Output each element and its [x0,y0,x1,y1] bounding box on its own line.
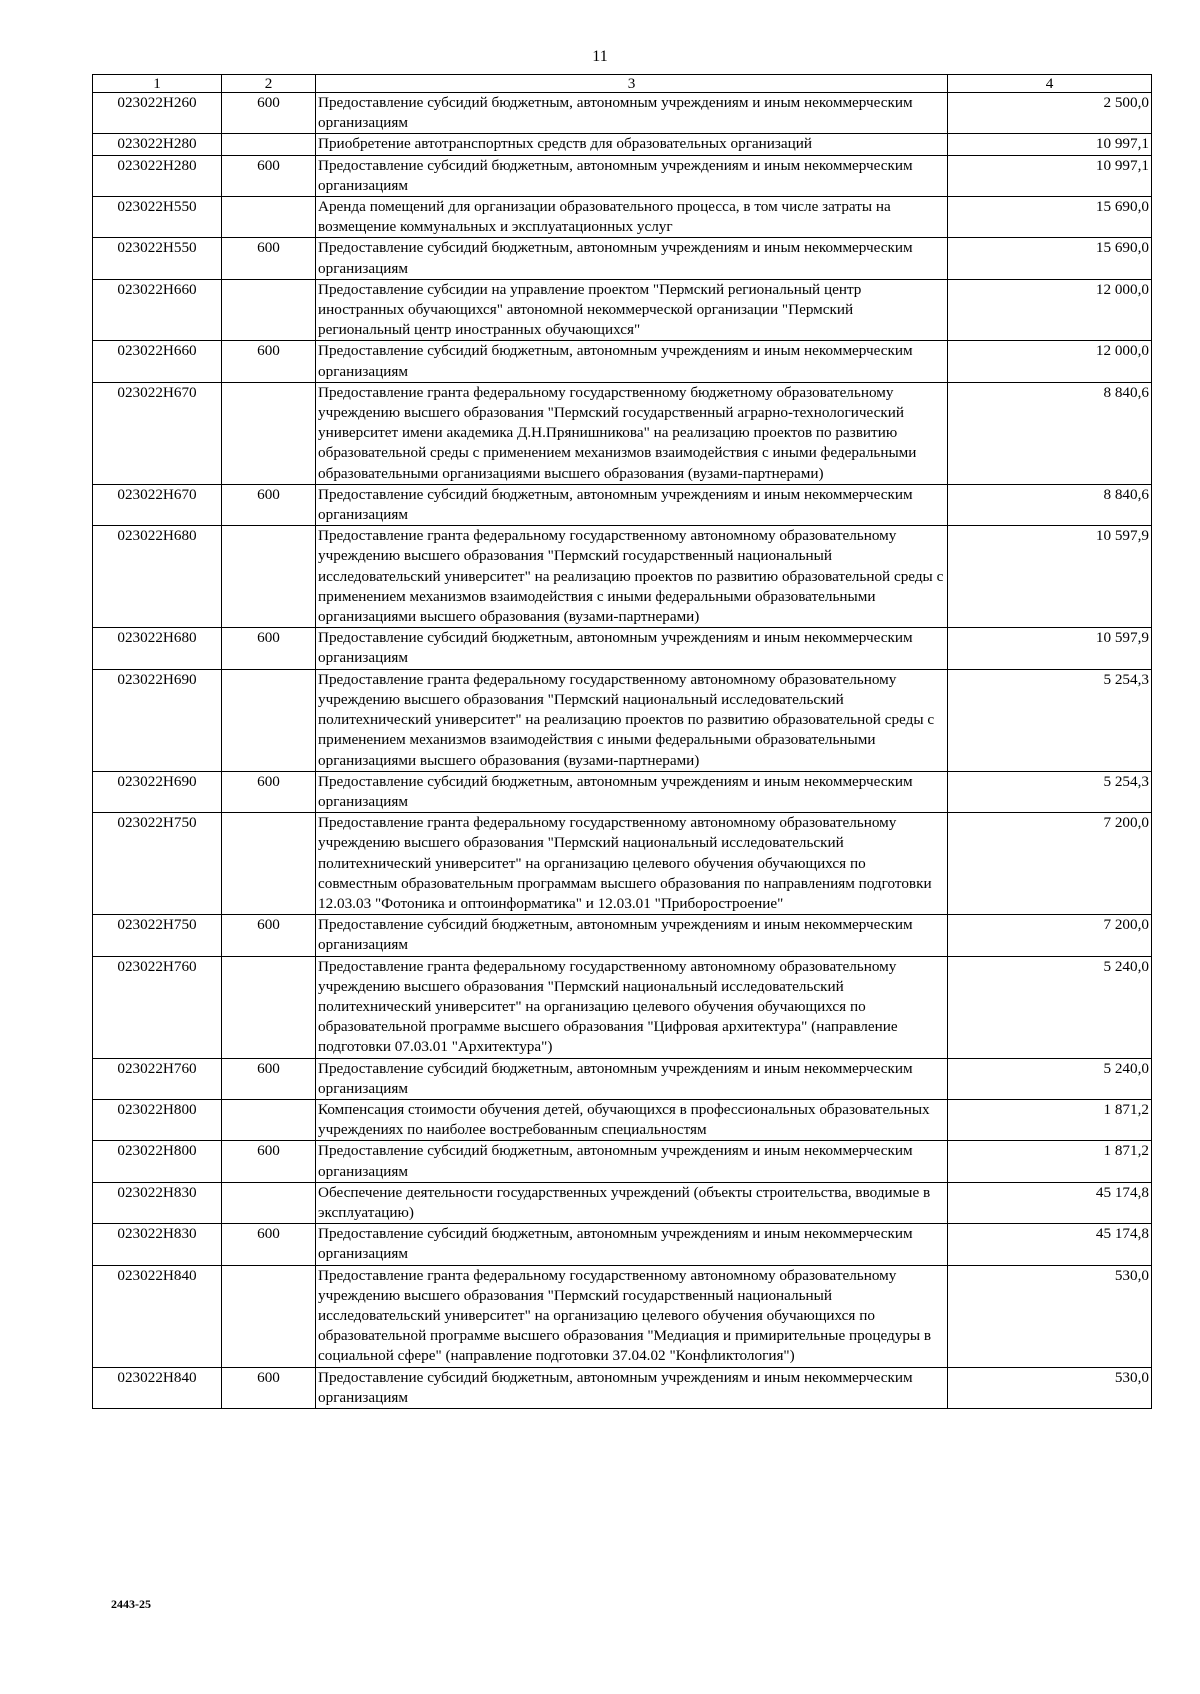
row-expense-type: 600 [222,1058,316,1099]
row-code: 023022Н830 [93,1224,222,1265]
row-expense-type [222,382,316,484]
row-amount: 8 840,6 [948,484,1152,525]
table-row [93,1182,1152,1223]
row-code: 023022Н260 [93,93,222,134]
row-code: 023022Н280 [93,155,222,196]
document-code: 2443-25 [111,1597,151,1611]
row-description: Предоставление субсидий бюджетным, автономным учреждениям и иным некоммерческим организациям [316,155,948,196]
row-expense-type [222,813,316,915]
row-amount: 530,0 [948,1367,1152,1408]
row-description: Предоставление субсидий бюджетным, автономным учреждениям и иным некоммерческим организациям [316,341,948,382]
table-row [93,915,1152,956]
row-description: Предоставление субсидий бюджетным, автономным учреждениям и иным некоммерческим организациям [316,93,948,134]
row-expense-type [222,1099,316,1140]
row-code: 023022Н660 [93,341,222,382]
table-row [93,134,1152,155]
row-expense-type: 600 [222,341,316,382]
column-header-3: 3 [316,75,948,93]
row-amount: 10 597,9 [948,526,1152,628]
row-description: Предоставление гранта федеральному государственному автономному образовательному учреждению высшего образования "Пермский государственный национальный исследовательский университет" на организацию целевого обучения обучающихся по образовательной программе высшего образования "Медиация и примирительные процедуры в социальной сфере" (направление подготовки 37.04.02 "Конфликтология") [316,1265,948,1367]
table-row [93,1058,1152,1099]
row-description: Предоставление субсидий бюджетным, автономным учреждениям и иным некоммерческим организациям [316,484,948,525]
row-expense-type [222,669,316,771]
table-row [93,279,1152,341]
row-amount: 12 000,0 [948,341,1152,382]
row-code: 023022Н550 [93,238,222,279]
row-description: Компенсация стоимости обучения детей, обучающихся в профессиональных образовательных учреждениях по наиболее востребованным специальностям [316,1099,948,1140]
table-row [93,813,1152,915]
row-code: 023022Н750 [93,915,222,956]
row-amount: 5 254,3 [948,669,1152,771]
row-amount: 1 871,2 [948,1099,1152,1140]
row-expense-type: 600 [222,771,316,812]
row-description: Предоставление гранта федеральному государственному автономному образовательному учреждению высшего образования "Пермский национальный исследовательский политехнический университет" на организацию целевого обучения обучающихся по образовательной программе высшего образования "Цифровая архитектура" (направление подготовки 07.03.01 "Архитектура") [316,956,948,1058]
row-description: Предоставление гранта федеральному государственному автономному образовательному учреждению высшего образования "Пермский национальный исследовательский политехнический университет" на реализацию проектов по развитию образовательной среды с применением механизмов взаимодействия с иными федеральными образовательными организациями высшего образования (вузами-партнерами) [316,669,948,771]
row-code: 023022Н800 [93,1099,222,1140]
column-header-2: 2 [222,75,316,93]
row-description: Предоставление субсидии на управление проектом "Пермский региональный центр иностранных обучающихся" автономной некоммерческой организации "Пермский региональный центр иностранных обучающихся" [316,279,948,341]
row-code: 023022Н760 [93,956,222,1058]
table-row [93,771,1152,812]
row-amount: 45 174,8 [948,1182,1152,1223]
row-amount: 45 174,8 [948,1224,1152,1265]
row-expense-type [222,956,316,1058]
row-code: 023022Н690 [93,669,222,771]
row-amount: 8 840,6 [948,382,1152,484]
row-amount: 5 240,0 [948,1058,1152,1099]
row-description: Обеспечение деятельности государственных учреждений (объекты строительства, вводимые в эксплуатацию) [316,1182,948,1223]
row-amount: 10 997,1 [948,134,1152,155]
table-row [93,1141,1152,1182]
row-amount: 15 690,0 [948,197,1152,238]
row-description: Предоставление субсидий бюджетным, автономным учреждениям и иным некоммерческим организациям [316,1058,948,1099]
row-amount: 10 997,1 [948,155,1152,196]
row-expense-type: 600 [222,915,316,956]
row-code: 023022Н830 [93,1182,222,1223]
row-description: Предоставление субсидий бюджетным, автономным учреждениям и иным некоммерческим организациям [316,1367,948,1408]
table-row [93,197,1152,238]
table-row [93,1099,1152,1140]
table-row [93,1367,1152,1408]
row-code: 023022Н760 [93,1058,222,1099]
row-expense-type: 600 [222,628,316,669]
row-description: Предоставление гранта федеральному государственному автономному образовательному учреждению высшего образования "Пермский национальный исследовательский политехнический университет" на организацию целевого обучения обучающихся по совместным образовательным программам высшего образования по направлениям подготовки 12.03.03 "Фотоника и оптоинформатика" и 12.03.01 "Приборостроение" [316,813,948,915]
table-row [93,382,1152,484]
row-expense-type [222,134,316,155]
table-header-row [93,75,1152,93]
table-row [93,669,1152,771]
row-description: Предоставление субсидий бюджетным, автономным учреждениям и иным некоммерческим организациям [316,915,948,956]
row-expense-type: 600 [222,238,316,279]
row-amount: 12 000,0 [948,279,1152,341]
row-description: Предоставление субсидий бюджетным, автономным учреждениям и иным некоммерческим организациям [316,1141,948,1182]
row-expense-type: 600 [222,1367,316,1408]
row-code: 023022Н750 [93,813,222,915]
row-expense-type: 600 [222,484,316,525]
row-amount: 2 500,0 [948,93,1152,134]
column-header-1: 1 [93,75,222,93]
row-code: 023022Н840 [93,1265,222,1367]
row-description: Приобретение автотранспортных средств для образовательных организаций [316,134,948,155]
row-code: 023022Н690 [93,771,222,812]
row-code: 023022Н800 [93,1141,222,1182]
table-row [93,526,1152,628]
row-code: 023022Н550 [93,197,222,238]
budget-table [92,74,1152,1409]
row-expense-type [222,1265,316,1367]
row-description: Предоставление гранта федеральному государственному бюджетному образовательному учреждению высшего образования "Пермский государственный аграрно-технологический университет имени академика Д.Н.Прянишникова" на реализацию проектов по развитию образовательной среды с применением механизмов взаимодействия с иными федеральными образовательными организациями высшего образования (вузами-партнерами) [316,382,948,484]
table-row [93,1265,1152,1367]
row-amount: 5 240,0 [948,956,1152,1058]
row-expense-type: 600 [222,93,316,134]
row-code: 023022Н660 [93,279,222,341]
row-description: Предоставление субсидий бюджетным, автономным учреждениям и иным некоммерческим организациям [316,628,948,669]
row-expense-type [222,279,316,341]
row-description: Предоставление субсидий бюджетным, автономным учреждениям и иным некоммерческим организациям [316,771,948,812]
row-code: 023022Н280 [93,134,222,155]
table-row [93,1224,1152,1265]
table-row [93,238,1152,279]
row-expense-type [222,526,316,628]
table-row [93,956,1152,1058]
row-amount: 5 254,3 [948,771,1152,812]
row-code: 023022Н840 [93,1367,222,1408]
row-code: 023022Н680 [93,628,222,669]
column-header-4: 4 [948,75,1152,93]
page-number: 11 [592,48,608,65]
row-amount: 530,0 [948,1265,1152,1367]
row-expense-type: 600 [222,1224,316,1265]
table-row [93,484,1152,525]
table-row [93,341,1152,382]
table-row [93,93,1152,134]
row-description: Аренда помещений для организации образовательного процесса, в том числе затраты на возмещение коммунальных и эксплуатационных услуг [316,197,948,238]
table-row [93,628,1152,669]
table-row [93,155,1152,196]
row-code: 023022Н670 [93,382,222,484]
row-expense-type [222,197,316,238]
row-expense-type: 600 [222,155,316,196]
row-amount: 10 597,9 [948,628,1152,669]
row-description: Предоставление субсидий бюджетным, автономным учреждениям и иным некоммерческим организациям [316,238,948,279]
row-code: 023022Н670 [93,484,222,525]
row-amount: 15 690,0 [948,238,1152,279]
row-amount: 7 200,0 [948,813,1152,915]
row-code: 023022Н680 [93,526,222,628]
row-amount: 7 200,0 [948,915,1152,956]
row-description: Предоставление субсидий бюджетным, автономным учреждениям и иным некоммерческим организациям [316,1224,948,1265]
row-expense-type: 600 [222,1141,316,1182]
row-amount: 1 871,2 [948,1141,1152,1182]
row-description: Предоставление гранта федеральному государственному автономному образовательному учреждению высшего образования "Пермский государственный национальный исследовательский университет" на реализацию проектов по развитию образовательной среды с применением механизмов взаимодействия с иными федеральными образовательными организациями высшего образования (вузами-партнерами) [316,526,948,628]
row-expense-type [222,1182,316,1223]
